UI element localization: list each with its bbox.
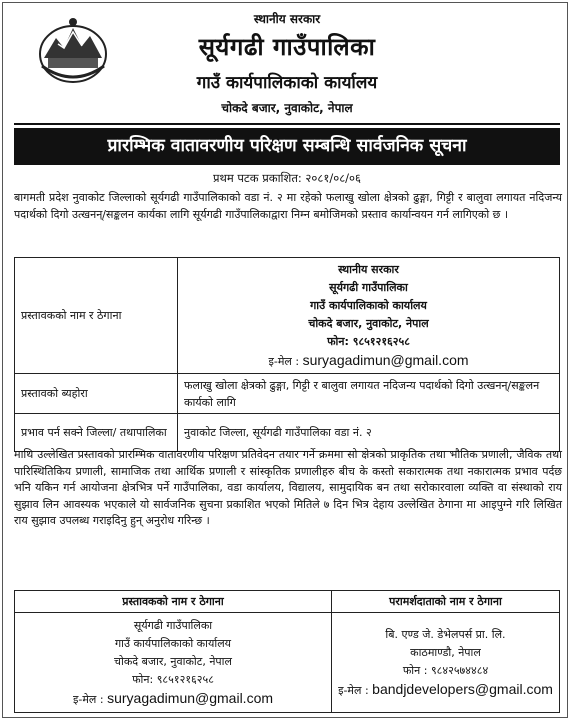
publication-date: प्रथम पटक प्रकाशित: २०८१/०८/०६ bbox=[212, 171, 362, 185]
consultant-email: bandjdevelopers@gmail.com bbox=[372, 680, 553, 697]
table-row bbox=[15, 374, 560, 414]
proposer-header: प्रस्तावकको नाम र ठेगाना bbox=[15, 591, 332, 613]
consultant-contact bbox=[332, 613, 560, 713]
consultant-email-line bbox=[338, 680, 553, 700]
proposer-email-line bbox=[184, 351, 553, 371]
header-address: चोकदे बजार, नुवाकोट, नेपाल bbox=[221, 101, 353, 115]
intro-paragraph: बागमती प्रदेश नुवाकोट जिल्लाको सूर्यगढी गाउँपालिकाको वडा नं. २ मा रहेको फलाखु खोला क्षेत्रको ढुङ्गा, गिट्टी र बालुवा लगायत नदिजन्य पदार्थको दिगो उत्खनन्/सङ्कलन कार्यका लागि सूर्यगढी गाउँपालिकाद्वारा निम्न बमोजिमको प्रस्ताव कार्यान्वयन गर्न लागिएको छ । bbox=[14, 191, 562, 221]
affected-area-value: नुवाकोट जिल्ला, सूर्यगढी गाउँपालिका वडा नं. २ bbox=[178, 414, 560, 452]
header-divider bbox=[14, 123, 560, 125]
proposer-phone: फोन: ९८५१२१६२५८ bbox=[327, 334, 410, 348]
proposer-line: स्थानीय सरकार bbox=[338, 262, 399, 276]
proposer-label: प्रस्तावकको नाम र ठेगाना bbox=[15, 258, 178, 374]
contact-table bbox=[14, 590, 560, 713]
body-paragraph: माथि उल्लेखित प्रस्तावको प्रारम्भिक वातावरणीय परिक्षण प्रतिवेदन तयार गर्ने क्रममा सो क्षेत्रको प्राकृतिक तथा भौतिक प्रणाली, जैविक तथा पारिस्थितिकिय प्रणाली, सामाजिक तथा आर्थिक प्रणाली र सांस्कृतिक प्रणालीहरु बीच के कस्तो सकारात्मक तथा नकारात्मक प्रभाव पर्दछ भनि यकिन गर्न आयोजना क्षेत्रभित्र पर्ने गाउँपालिका, वडा कार्यालय, विद्यालय, सामुदायिक बन तथा सरोकारवाला व्यक्ति वा संस्थाको राय सुझाव लिन आवस्यक भएकाले यो सार्वजनिक सुचना प्रकाशित भएको मितिले ७ दिन भित्र देहाय उल्लेखित ठेगाना मा आइपुग्ने गरि लिखित राय सुझाव उपलब्ध गराइदिनु हुन् अनुरोध गरिन्छ । bbox=[14, 448, 562, 527]
email-label: इ-मेल : bbox=[72, 692, 104, 706]
table-row bbox=[15, 613, 560, 713]
table-row bbox=[15, 591, 560, 613]
consultant-address: काठमाण्डौ, नेपाल bbox=[410, 645, 481, 659]
consultant-name: बि. एण्ड जे. डेभेलपर्स प्रा. लि. bbox=[385, 627, 506, 641]
proposer-line: सूर्यगढी गाउँपालिका bbox=[329, 280, 408, 294]
proposer-contact-email-line bbox=[21, 689, 325, 709]
proposer-details bbox=[178, 258, 560, 374]
proposer-line: चोकदे बजार, नुवाकोट, नेपाल bbox=[308, 316, 429, 330]
email-label: इ-मेल : bbox=[338, 683, 369, 697]
notice-banner-title: प्रारम्भिक वातावरणीय परिक्षण सम्बन्धि सार्वजनिक सूचना bbox=[14, 128, 560, 165]
proposer-contact bbox=[15, 613, 332, 713]
consultant-header: परामर्शदाताको नाम र ठेगाना bbox=[332, 591, 560, 613]
proposal-purpose-label: प्रस्तावको ब्यहोरा bbox=[15, 374, 178, 414]
table-row bbox=[15, 258, 560, 374]
proposer-contact-line: चोकदे बजार, नुवाकोट, नेपाल bbox=[114, 654, 232, 668]
header-municipality-name: सूर्यगढी गाउँपालिका bbox=[198, 33, 376, 61]
proposer-line: गाउँ कार्यपालिकाको कार्यालय bbox=[310, 298, 427, 312]
table-row bbox=[15, 414, 560, 452]
proposal-purpose-value: फलाखु खोला क्षेत्रको ढुङ्गा, गिट्टी र बालुवा लगायत नदिजन्य पदार्थको दिगो उत्खनन्/सङ्कलन कार्यको लागि bbox=[178, 374, 560, 414]
proposal-details-table bbox=[14, 257, 560, 452]
proposer-contact-email: suryagadimun@gmail.com bbox=[107, 689, 274, 706]
proposer-contact-phone: फोन: ९८५१२१६२५८ bbox=[132, 672, 214, 686]
consultant-phone: फोन : ९८४२५७४४८४ bbox=[402, 663, 489, 677]
header-office-name: गाउँ कार्यपालिकाको कार्यालय bbox=[196, 73, 378, 93]
affected-area-label: प्रभाव पर्न सक्ने जिल्ला/ तथापालिका bbox=[15, 414, 178, 452]
header-local-government: स्थानीय सरकार bbox=[253, 12, 321, 26]
proposer-contact-line: सूर्यगढी गाउँपालिका bbox=[133, 618, 213, 632]
proposer-contact-line: गाउँ कार्यपालिकाको कार्यालय bbox=[114, 636, 232, 650]
email-label: इ-मेल : bbox=[268, 354, 300, 368]
proposer-email: suryagadimun@gmail.com bbox=[302, 351, 469, 368]
